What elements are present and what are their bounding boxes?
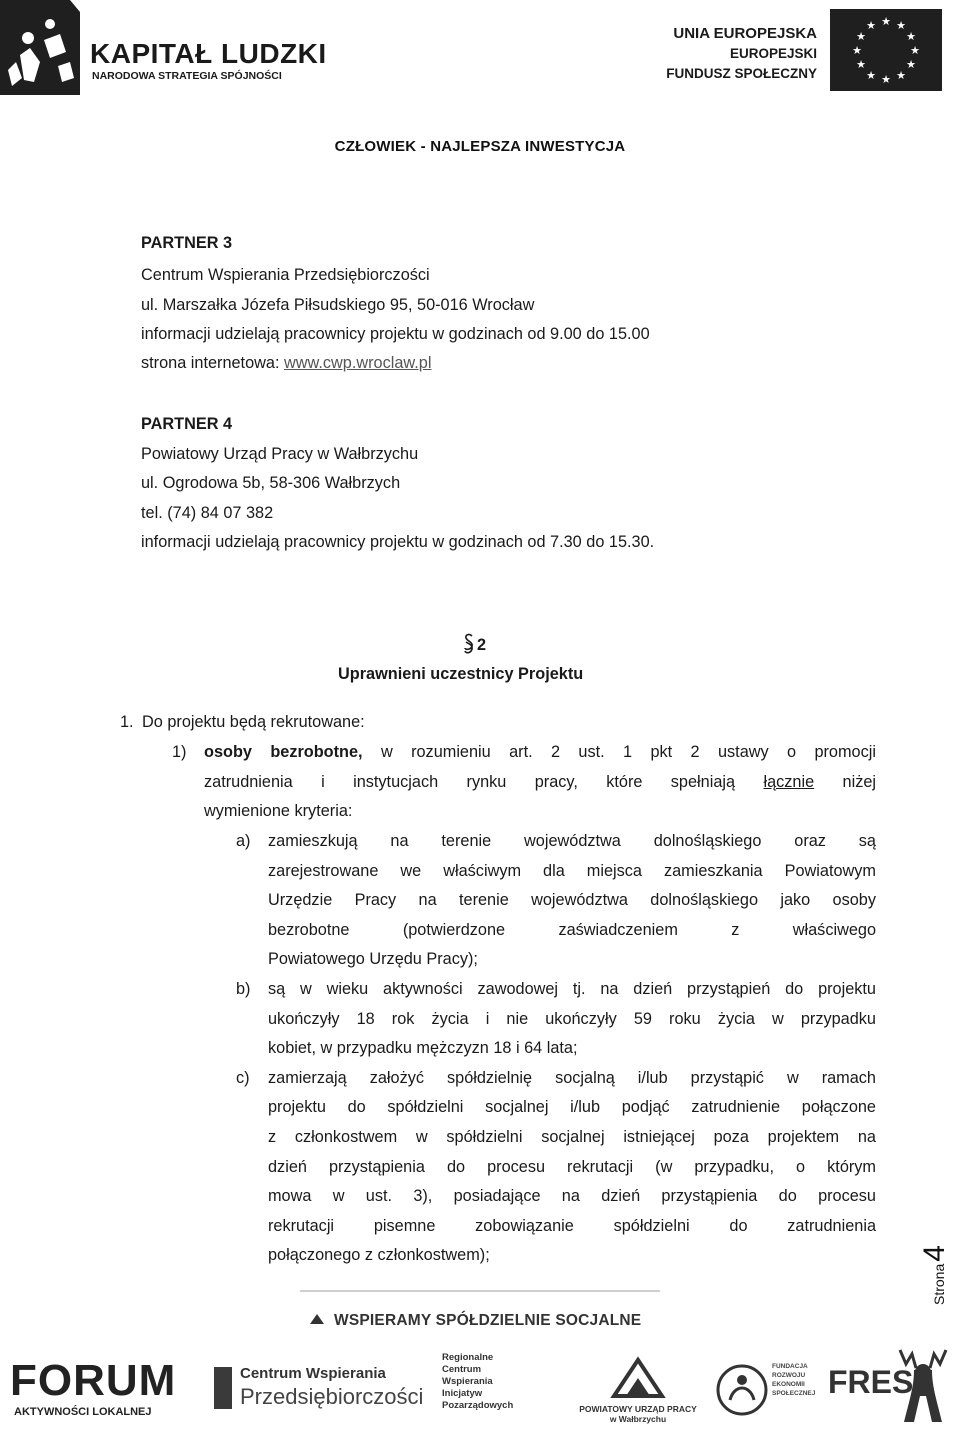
rcwip-line: Wspierania [442, 1376, 493, 1387]
criterion-c-line: rekrutacji pisemne zobowiązanie spółdzielni do zatrudnienia [268, 1217, 876, 1235]
partner4-hours: informacji udzielają pracownicy projektu w godzinach od 7.30 do 15.30. [141, 533, 655, 551]
pup-logo [568, 1356, 708, 1428]
criterion-a-line: zarejestrowane we właściwym dla miejsca zamieszkania Powiatowym [268, 862, 876, 880]
partner3-website-line [141, 352, 431, 374]
partner3-name: Centrum Wspierania Przedsiębiorczości [141, 266, 430, 284]
footer-divider [300, 1290, 660, 1292]
svg-text:★: ★ [856, 31, 866, 43]
criterion-c-line: z członkostwem w spółdzielni socjalnej istniejącej poza projektem na [268, 1128, 876, 1146]
criterion-b-line: kobiet, w przypadku mężczyzn 18 i 64 lata; [268, 1039, 578, 1057]
criterion-c-label: c) [236, 1069, 250, 1087]
kl-title: KAPITAŁ LUDZKI [90, 38, 327, 69]
partner3-heading: PARTNER 3 [141, 234, 233, 252]
kl-subtitle: NARODOWA STRATEGIA SPÓJNOŚCI [92, 70, 282, 82]
cwp-logo-line-2: Przedsiębiorczości [240, 1384, 424, 1409]
footer-banner-text: WSPIERAMY SPÓŁDZIELNIE SOCJALNE [334, 1312, 642, 1329]
svg-text:★: ★ [881, 16, 891, 28]
fres-foundation-line: FUNDACJA [772, 1363, 808, 1370]
criterion-a-line: bezrobotne (potwierdzone zaświadczeniem z właściwego [268, 921, 876, 939]
footer-banner [310, 1312, 641, 1330]
criterion-a-line: Urzędzie Pracy na terenie województwa dolnośląskiego jako osoby [268, 891, 876, 909]
partner3-address: ul. Marszałka Józefa Piłsudskiego 95, 50-016 Wrocław [141, 296, 535, 314]
pup-text [568, 1404, 708, 1424]
forum-logo [10, 1356, 195, 1426]
partner3-hours: informacji udzielają pracownicy projektu w godzinach od 9.00 do 15.00 [141, 325, 650, 343]
fres-emblem-icon [716, 1362, 768, 1418]
kapital-ludzki-logo [0, 0, 330, 95]
fres-foundation-text [772, 1362, 822, 1398]
fres-wordmark: FRES [828, 1364, 914, 1400]
partner4-address: ul. Ogrodowa 5b, 58-306 Wałbrzych [141, 474, 401, 492]
criterion-c-line: dzień przystąpienia do procesu rekrutacji (w przypadku, o którym [268, 1158, 876, 1176]
eu-line-2: EUROPEJSKI [729, 46, 817, 61]
cwp-logo-line-1: Centrum Wspierania [240, 1365, 386, 1382]
partner4-heading: PARTNER 4 [141, 415, 233, 433]
partner3-website-label: strona internetowa: [141, 354, 284, 372]
page-label: Strona [931, 1263, 947, 1305]
sub-item-1-bold: osoby bezrobotne, [204, 743, 363, 761]
cwp-logo [214, 1365, 424, 1415]
rcwip-line: Centrum [442, 1364, 482, 1375]
slogan-text: CZŁOWIEK - NAJLEPSZA INWESTYCJA [334, 138, 626, 155]
sub-item-1-line-2-b: niżej [814, 773, 877, 791]
sub-item-1-line-1-rest: w rozumieniu art. 2 ust. 1 pkt 2 ustawy o promocji [362, 743, 876, 761]
criterion-b-label: b) [236, 980, 251, 998]
rcwip-line: Regionalne [442, 1352, 494, 1363]
criterion-c-line: połączonego z członkostwem); [268, 1246, 490, 1264]
slogan [0, 138, 960, 155]
svg-text:★: ★ [856, 59, 866, 71]
criterion-a-line: Powiatowego Urzędu Pracy); [268, 950, 478, 968]
criterion-c-line: mowa w ust. 3), posiadające na dzień przystąpienia do procesu [268, 1187, 876, 1205]
section-sign-icon [463, 633, 475, 655]
cwp-mark-icon [214, 1367, 232, 1409]
page-number-value: 4 [918, 1245, 951, 1262]
pup-line-2: w Wałbrzychu [609, 1414, 667, 1424]
eu-text-block [666, 24, 817, 84]
svg-text:★: ★ [852, 45, 862, 57]
criterion-b-line: są w wieku aktywności zawodowej tj. na dzień przystąpień do projektu [268, 980, 876, 998]
rcwip-line: Inicjatyw Pozarządowych [442, 1388, 514, 1411]
svg-text:★: ★ [896, 20, 906, 32]
list-item-1-text: Do projektu będą rekrutowane: [142, 713, 365, 731]
svg-text:★: ★ [896, 70, 906, 82]
partner4-phone: tel. (74) 84 07 382 [141, 504, 274, 522]
forum-logo-text: FORUM [10, 1356, 177, 1405]
pup-line-1: POWIATOWY URZĄD PRACY [579, 1404, 697, 1414]
eu-flag-icon [830, 9, 942, 91]
forum-logo-subtitle: AKTYWNOŚCI LOKALNEJ [14, 1406, 152, 1418]
svg-text:★: ★ [881, 74, 891, 86]
criterion-a-line: zamieszkują na terenie województwa dolnośląskiego oraz są [268, 832, 876, 850]
list-item-1-number: 1. [120, 713, 134, 731]
criterion-a-label: a) [236, 832, 251, 850]
page-number [918, 1245, 952, 1305]
eu-line-3: FUNDUSZ SPOŁECZNY [666, 66, 817, 81]
svg-text:★: ★ [910, 45, 920, 57]
sub-item-1-line-1 [204, 741, 876, 763]
fres-logo [716, 1356, 914, 1428]
criterion-c-line: projektu do spółdzielni socjalnej i/lub podjąć zatrudnienie połączone [268, 1098, 876, 1116]
section-number: 2 [477, 636, 487, 654]
pup-emblem-icon [608, 1356, 668, 1402]
rcwip-logo [442, 1352, 552, 1412]
section-title: Uprawnieni uczestnicy Projektu [338, 665, 584, 683]
svg-text:★: ★ [866, 20, 876, 32]
fres-foundation-line: ROZWOJU [772, 1372, 806, 1379]
sub-item-1-number: 1) [172, 743, 187, 761]
svg-text:★: ★ [906, 31, 916, 43]
partner4-name: Powiatowy Urząd Pracy w Wałbrzychu [141, 445, 419, 463]
svg-text:★: ★ [866, 70, 876, 82]
svg-text:★: ★ [906, 59, 916, 71]
triangle-icon [310, 1314, 324, 1324]
eu-line-1: UNIA EUROPEJSKA [673, 25, 817, 42]
deer-emblem-icon [890, 1346, 956, 1426]
fres-foundation-line: EKONOMII [772, 1381, 805, 1388]
section-number-line [463, 633, 486, 656]
sub-item-1-line-3: wymienione kryteria: [204, 802, 353, 820]
criterion-b-line: ukończyły 18 rok życia i nie ukończyły 59 roku życia w przypadku [268, 1010, 876, 1028]
kapital-ludzki-emblem-icon [0, 0, 80, 95]
sub-item-1-underlined: łącznie [763, 773, 815, 791]
fres-foundation-line: SPOŁECZNEJ [772, 1390, 816, 1397]
criterion-c-line: zamierzają założyć spółdzielnię socjalną i/lub przystąpić w ramach [268, 1069, 876, 1087]
sub-item-1-line-2 [204, 771, 876, 793]
partner3-website-link[interactable]: www.cwp.wroclaw.pl [284, 354, 432, 372]
sub-item-1-line-2-a: zatrudnienia i instytucjach rynku pracy, które spełniają [204, 773, 764, 791]
